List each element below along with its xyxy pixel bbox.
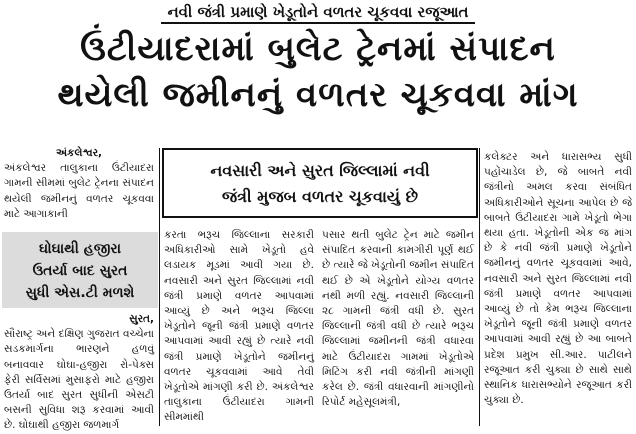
subheadline-line-1: નવસારી અને સુરત જિલ્લામાં નવી <box>210 161 430 180</box>
column-1-top-text: અંકલેશ્વર તાલુકાના ઉંટીયાદરા ગામની સીમમાં બુલેટ ટ્રેનના સંપાદન થયેલી જમીનનું વળતર ચૂકવવા માટે આગાકાની <box>4 162 154 220</box>
headline-line-2: થયેલી જમીનનું વળતર ચૂકવવા માંગ <box>57 75 579 115</box>
column-4 <box>484 150 632 408</box>
column-1-bottom-text: સૌરાષ્ટ્ર અને દક્ષિણ ગુજરાત વચ્ચેના સડકમાર્ગના ભારણને હળવું બનાવવાર ઘોઘા-હજીરા રો-પેક્સ ફેરી સર્વિસમાં મુસાફરો માટે હજીરા ઉતર્યા બાદ સુરત સુધીની એસટી બસની સુવિધા શરૂ કરવામાં આવી છે. ઘોઘાથી હજીરા જળમાર્ગ <box>4 328 154 432</box>
side-headline-box <box>2 232 158 308</box>
side-headline-line-3: સુધી એસ.ટી મળશે <box>25 285 135 301</box>
column-2 <box>164 228 314 426</box>
column-3-text: પસાર થતી બુલેટ ટ્રેન માટે જમીન સંપાદિત કરવાની કામગીરી પૂર્ણ થઈ છે ત્યારે જે ખેડૂતોની જમીન સંપાદિત થઈ છે એ ખેડૂતોને યોગ્ય વળતર નથી મળી રહ્યું. નવસારી જિલ્લાની ૨૮ ગામની જંત્રી વધી છે. સુરત જિલ્લાની જંત્રી વધી છે ત્યારે ભરૂચ જિલ્લામાં જમીનની જંત્રી વધારવા માટે ઉંટીયાદરા ગામમાં ખેડૂતોએ મિટિંગ કરી નવી જંત્રીની માંગણી કરેલ છે. જંત્રી વધારવાની માંગણીનો રિપોર્ટ મહેસૂલમંત્રી, <box>322 229 474 409</box>
column-1-bottom <box>4 312 154 434</box>
side-headline-line-2: ઉતર્યા બાદ સુરત <box>32 263 128 279</box>
headline <box>10 26 626 118</box>
column-4-text: કલેક્ટર અને ધારાસભ્ય સુધી પહોંચાડેલ છે, જે બાબતે નવી જંત્રીનો અમલ કરવા સંબંધિત અધિકારીઓને સૂચના આપેલ છે જે બાબતે ઉંટીયાદરા ગામે ખેડૂતો ભેગા થયા હતા. ખેડૂતોની એક જ માંગ છે કે નવી જંત્રી પ્રમાણે ખેડૂતોને જમીનનું વળતર ચૂકવવામાં આવે, નવસારી અને સુરત જિલ્લામાં નવી જંત્રી પ્રમાણે વળતર આપવામાં આવ્યું છે તો કેમ ભરૂચ જિલ્લાના ખેડૂતોને જૂની જંત્રી પ્રમાણે વળતર આપવામાં આવી રહ્યું છે આ બાબતે પ્રદેશ પ્રમુખ સી.આર. પાટીલને રજૂઆત કરી ચુક્યા છે સાથે સાથે સ્થાનિક ધારાસભ્યોને રજૂઆત કરી ચુક્યા છે. <box>484 151 632 407</box>
kicker-wrap <box>0 0 636 24</box>
subheadline-line-2: જંત્રી મુજબ વળતર ચૂકવાયું છે <box>222 187 418 206</box>
subheadline-box <box>162 148 478 218</box>
column-rule-1 <box>159 148 160 426</box>
column-2-text: કરતા ભરૂચ જિલ્લાના સરકારી અધિકારીઓ સામે ખેડૂતો હવે લડાયક મૂડમાં આવી ગયા છે. નવસારી અને સુરત જિલ્લામાં નવી જંત્રી પ્રમાણે વળતર આપવામાં આવ્યું છે અને ભરૂચ જિલ્લા ખેડૂતોને જૂની જંત્રી પ્રમાણે વળતર આપવામાં આવી રહ્યું છે ત્યારે નવી જંત્રી પ્રમાણે ખેડૂતોને જમીનનું વળતર ચૂકવવામાં આવે તેવી ખેડૂતોએ માંગણી કરી છે. અંકલેશ્વર તાલુકાના ઉંટીયાદરા ગામની સીમમાંથી <box>164 229 314 424</box>
dateline-ankleshwar: અંકલેશ્વર, <box>55 147 103 159</box>
headline-line-1: ઉંટીયાદરામાં બુલેટ ટ્રેનમાં સંપાદન <box>80 29 556 69</box>
column-1-top <box>4 146 154 222</box>
column-rule-2 <box>479 148 480 426</box>
side-headline-line-1: ઘોઘાથી હજીરા <box>38 241 122 257</box>
column-3 <box>322 228 474 410</box>
kicker: નવી જંત્રી પ્રમાણે ખેડૂતોને વળતર ચૂકવવા રજૂઆત <box>161 2 474 24</box>
dateline-surat: સુરત, <box>129 313 154 325</box>
